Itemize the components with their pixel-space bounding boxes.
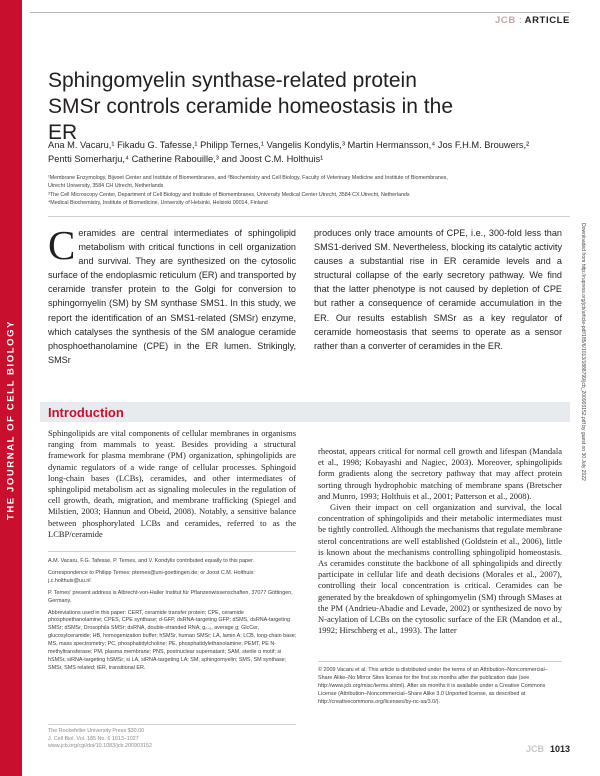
article-title: Sphingomyelin synthase-related protein SMSr controls ceramide homeostasis in the ER: [48, 69, 453, 144]
footnotes: [48, 558, 298, 677]
citation-line: J. Cell Biol. Vol. 185 No. 6 1013–1027: [48, 735, 139, 742]
affiliation: ³The Cell Microscopy Center, Department of Cell Biology and Institute of Biomembranes, University Medical Center Utrecht, 3584 CX Utrecht, Netherlands: [48, 191, 410, 198]
copyright-rule: [318, 661, 562, 662]
author-list: [48, 138, 548, 166]
citation-line: The Rockefeller University Press $30.00: [48, 728, 145, 734]
download-note: Downloaded from http://rupress.org/jcb/article-pdf/185/6/1013/1888799/jcb_200903152.pdf by guest on 30 July 2022: [580, 223, 586, 481]
abstract-right-column: produces only trace amounts of CPE, i.e., 300-fold less than SMS1-derived SM. Nevertheless, blocking its catalytic activity causes a substantial rise in ER ceramide levels and a structural collapse of the early secretory pathway. We find that the latter phenotype is not caused by depletion of CPE but rather a consequence of ceramide accumulation in the ER. Our results establish SMSr as a key regulator of ceramide homeostasis that seems to operate as a sensor rather than a converter of ceramides in the ER.: [314, 228, 562, 351]
header-rule: [30, 12, 570, 13]
page-number: 1013: [549, 744, 570, 754]
affiliation: Utrecht University, 3584 CH Utrecht, Netherlands: [48, 183, 164, 190]
header-journal-abbrev: JCB: [495, 15, 516, 26]
body-paragraph: Sphingolipids are vital components of cellular membranes in organisms ranging from mammals to yeast. Besides providing a structural framework for plasma membrane (PM) organization, sphingolipids are dynamic regulators of a wide range of cellular processes. Sphingoid long-chain bases (LCBs), ceramides, and other intermediates of sphingolipid metabolism act as signaling molecules in the regulation of cell growth, death, migration, and membrane trafficking (Spiegel and Milstien, 2003; Hannun and Obeid, 2008). Notably, a sensitive balance between phosphorylated LCBs and ceramides, referred to as the LCBP/ceramide: [48, 428, 296, 539]
footnote: A.M. Vacaru, F.G. Tafesse, P. Ternes, and V. Kondylis contributed equally to this paper.: [48, 558, 255, 564]
journal-name-vertical: THE JOURNAL OF CELL BIOLOGY: [5, 319, 17, 521]
abstract-text-left: eramides are central intermediates of sphingolipid metabolism with critical functions in cell organization and survival. They are synthesized on the cytosolic surface of the endoplasmic reticulum (ER) and transported by ceramide transfer protein to the Golgi for conversion to sphingomyelin (SM) by SM synthase SMS1. In this study, we report the identification of an SMS1-related (SMSr) enzyme, which catalyses the synthesis of the SM analogue ceramide phosphoethanolamine (CPE) in the ER lumen. Strikingly, SMSr: [48, 228, 296, 365]
journal-sidebar-band: [0, 0, 22, 776]
affiliations: [48, 174, 568, 208]
citation-block: [48, 728, 298, 751]
copyright-notice: © 2009 Vacaru et al. This article is distributed under the terms of an Attribution–Noncommercial–Share Alike–No Mirror Sites license for the first six months after the publication date (see http://www.jcb.org/misc/terms.shtml). After six months it is available under a Creative Commons License (Attribution–Noncommercial–Share Alike 3.0 Unported license, as described at http://creativecommons.org/licenses/by-nc-sa/3.0/).: [318, 667, 548, 705]
affiliation: ¹Membrane Enzymology, Bijvoet Center and Institute of Biomembranes, and ²Biochemistry and Cell Biology, Faculty of Veterinary Medicine and Institute of Biomembranes,: [48, 175, 448, 181]
abstract-left-column: [48, 222, 296, 367]
footer-journal-abbrev: JCB: [525, 744, 544, 754]
citation-line: www.jcb.org/cgi/doi/10.1083/jcb.200903152: [48, 743, 152, 750]
footnote: Correspondence to Philipp Ternes: pternes@uni-goettingen.de; or Joost C.M. Holthuis: j.c.holthuis@uu.nl: [48, 569, 255, 584]
body-right-column: [318, 446, 562, 636]
header-section: ARTICLE: [524, 15, 570, 26]
footer-page-label: [526, 744, 570, 754]
header-journal-label: [495, 15, 570, 26]
title-rule: [48, 216, 570, 217]
body-paragraph: rheostat, appears critical for normal cell growth and lifespan (Mandala et al., 1998; Kobayashi and Nagiec, 2003). Moreover, sphingolipids form gradients along the secretory pathway that may affect protein sorting through hydrophobic matching of membrane spans (Bretscher and Munro, 1993; Holthuis et al., 2001; Patterson et al., 2008).: [318, 446, 562, 501]
affiliation: ⁴Medical Biochemistry, Institute of Biomedicine, University of Helsinki, Helsinki 00014, Finland: [48, 200, 268, 207]
footnote: P. Ternes' present address is Albrecht-von-Haller Institut für Pflanzenwissenschaften, 37077 Göttingen, Germany.: [48, 589, 293, 604]
authors-line: Ana M. Vacaru,¹ Fikadu G. Tafesse,¹ Philipp Ternes,¹ Vangelis Kondylis,³ Martin Hermansson,⁴ Jos F.H.M. Brouwers,²: [48, 140, 530, 150]
body-left-column: [48, 428, 296, 540]
body-paragraph: Given their impact on cell organization and survival, the local concentration of sphingolipids and their metabolic intermediates must be tightly controlled. Although the mechanisms that regulate membrane sterol concentrations are well established (Goldstein et al., 2006), little is known about the mechanisms controlling sphingolipid homeostasis. As ceramides constitute the backbone of all sphingolipids and directly participate in cellular life and death decisions (Morales et al., 2007), controlling their local concentration is critical. Ceramides can be generated by the breakdown of sphingomyelin (SM) through SMases at the PM (Andrieu-Abadie and Levade, 2002) or synthesized de novo by N-acylation of LCBs on the cytosolic surface of the ER (Mandon et al., 1992; Hirschberg et al., 1993). The latter: [318, 502, 562, 636]
abstract-dropcap: C: [48, 222, 76, 268]
citation-rule: [48, 724, 296, 725]
footnote: Abbreviations used in this paper: CERT, ceramide transfer protein; CPE, ceramide phosphoethanolamine; CPES, CPE synthase; d-GFP, dsRNA-targeting GFP; dSMS, dsRNA-targeting SMSr; dSMSr, Drosophila SMSr; dsRNA, double-stranded RNA; g₀.₅, average g; GlcCer, glucosylceramide; HB, homogenization buffer; hSMSr, human SMSr; LA, lamin A; LCB, long-chain base; MS, mass spectrometry; PC, phosphatidylcholine; PE, phosphatidylethanolamine; PEMT, PE N-methyltransferase; PM, plasma membrane; PNS, postnuclear supernatant; SAM, sterile α motif; si hSMSr, siRNA-targeting hSMSr; si LA, siRNA-targeting LA; SM, sphingomyelin; SMS, SM synthase; SMSr, SMS related; tER, transitional ER.: [48, 609, 297, 671]
header-separator: :: [518, 15, 523, 26]
footnote-rule: [48, 551, 296, 552]
introduction-heading: Introduction: [48, 405, 124, 420]
authors-line: Pentti Somerharju,⁴ Catherine Rabouille,³ and Joost C.M. Holthuis¹: [48, 154, 324, 164]
